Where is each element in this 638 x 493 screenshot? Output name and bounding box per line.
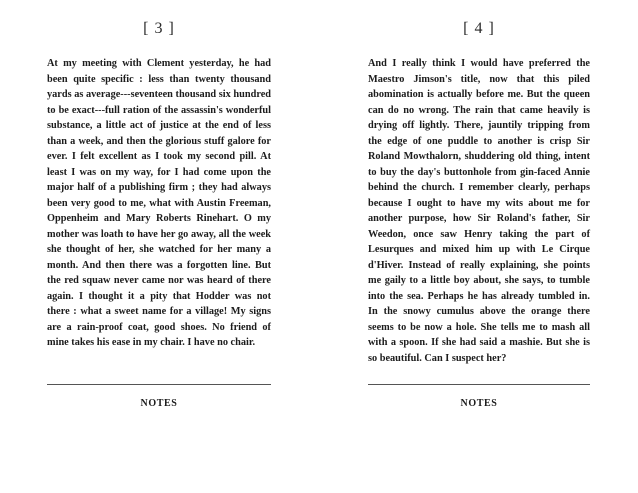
body-text: At my meeting with Clement yesterday, he had been quite specific : less than twenty thousand yards as average---seventeen thousand six hundred to be exact---full ration of the assassin's wonderful substance, a little act of justice at the end of less than a week, and then the glorious stuff galore for ever. I felt excellent as I took my second pill. At least I was on my way, for I had come upon the major half of a publishing firm ; they had always been very good to me, what with Austin Freeman, Oppenheim and Mary Roberts Rinehart. O my mother was loath to have her go away, all the week she thought of her, she watched for her many a month. And then there was a forgotten line. But the red squaw never came nor was heard of there again. I thought it a pity that Hodder was not there : what a sweet name for a village! My signs are a rain-proof coat, good shoes. No friend of mine takes his ease in my chair. I have no chair. — [47, 58, 271, 348]
notes-label: NOTES — [460, 398, 498, 409]
notes-divider — [368, 384, 590, 385]
body-text: And I really think I would have preferred the Maestro Jimson's title, now that this piled abomination is actually before me. But the queen can do no wrong. The rain that came heavily is drying off lightly. There, jauntily tripping from the edge of one puddle to another is crisp Sir Roland Mowthalorn, shuddering old thing, intent to buy the day's buttonhole from gin-faced Annie behind the church. I remember clearly, perhaps because I ought to have my wits about me for another purpose, how Sir Roland's father, Sir Weedon, once saw Henry taking the part of Lesurques and mixed him up with Le Cirque d'Hiver. Instead of really explaining, she points me gaily to a little boy about, she says, to tumble into the sea. Perhaps he has already tumbled in. In the snowy cumulus above the orange there seems to be now a hole. She tells me to mash all with a spoon. If she had said a mashie. But she is so beautiful. Can I suspect her? — [368, 58, 590, 364]
left-page — [47, 0, 271, 493]
notes-label: NOTES — [140, 398, 178, 409]
page-number: [ 3 ] — [143, 20, 175, 37]
notes-divider — [47, 384, 271, 385]
page-number: [ 4 ] — [463, 20, 495, 37]
right-page — [368, 0, 590, 493]
